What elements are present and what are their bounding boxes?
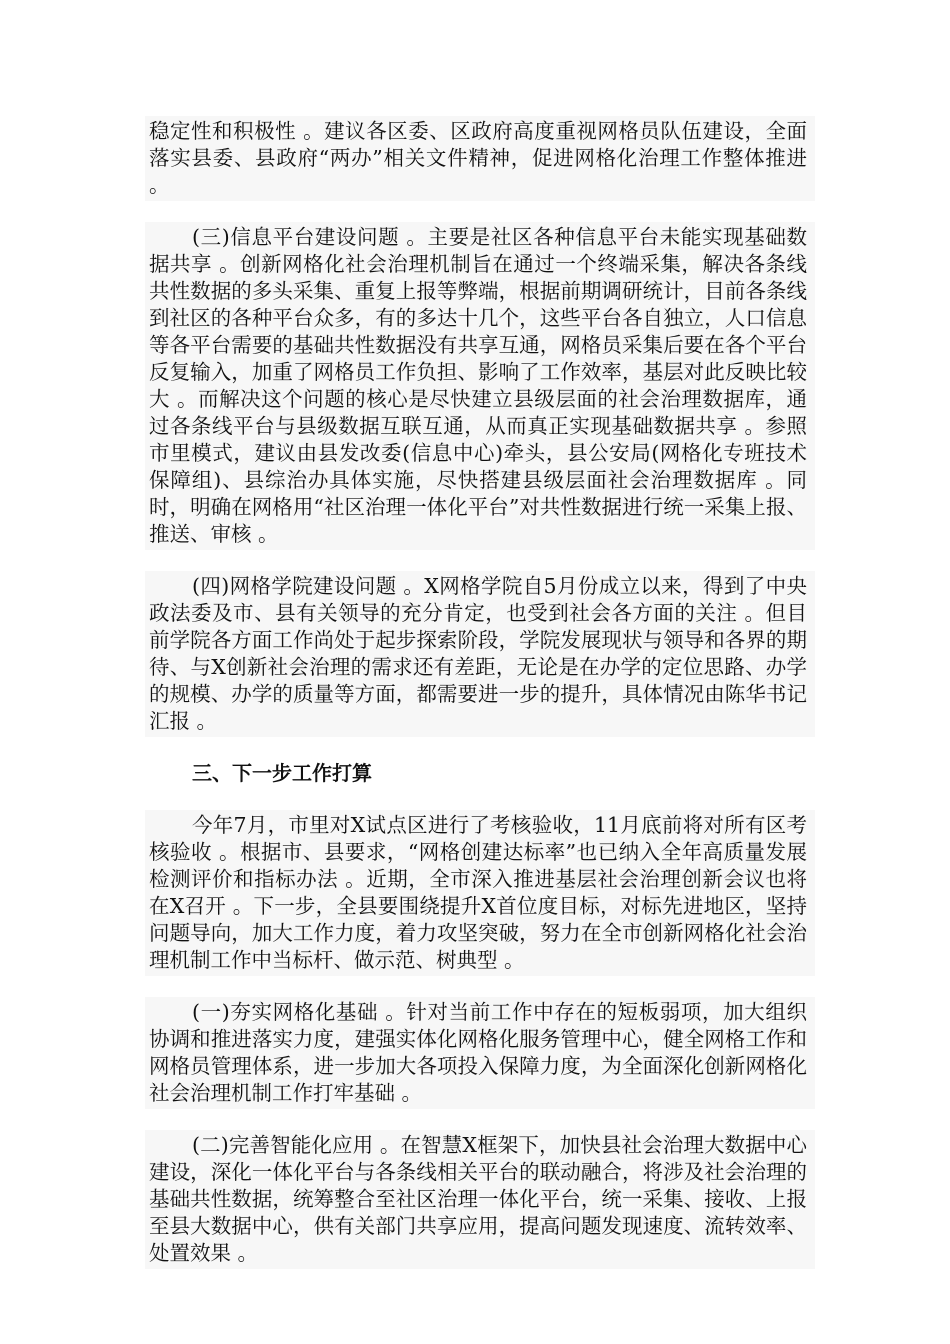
paragraph-next-steps: 今年7月，市里对X试点区进行了考核验收，11月底前将对所有区考核验收 。根据市、县要求，“网格创建达标率”也已纳入全年高质量发展检测评价和指标办法 。近期，全市深入推进基层社会治理创新会议也将在X召开 。下一步，全县要围绕提升X首位度目标，对标先进地区，坚持问题导向，加大工作力度，着力攻坚突破，努力在全市创新网格化社会治理机制工作中当标杆、做示范、树典型 。 bbox=[145, 810, 815, 976]
paragraph-foundation: (一)夯实网格化基础 。针对当前工作中存在的短板弱项，加大组织协调和推进落实力度，建强实体化网格化服务管理中心，健全网格工作和网格员管理体系，进一步加大各项投入保障力度，为全面深化创新网格化社会治理机制工作打牢基础 。 bbox=[145, 997, 815, 1109]
section-heading: 三、下一步工作打算 bbox=[192, 761, 372, 785]
paragraph-grid-academy: (四)网格学院建设问题 。X网格学院自5月份成立以来，得到了中央政法委及市、县有关领导的充分肯定，也受到社会各方面的关注 。但目前学院各方面工作尚处于起步探索阶段，学院发展现状与领导和各界的期待、与X创新社会治理的需求还有差距，无论是在办学的定位思路、办学的规模、办学的质量等方面，都需要进一步的提升，具体情况由陈华书记汇报 。 bbox=[145, 571, 815, 737]
paragraph-continued: 稳定性和积极性 。建议各区委、区政府高度重视网格员队伍建设，全面落实县委、县政府“两办”相关文件精神，促进网格化治理工作整体推进 。 bbox=[145, 116, 815, 201]
paragraph-smart-application: (二)完善智能化应用 。在智慧X框架下，加快县社会治理大数据中心建设，深化一体化平台与各条线相关平台的联动融合，将涉及社会治理的基础共性数据，统筹整合至社区治理一体化平台，统一采集、接收、上报至县大数据中心，供有关部门共享应用，提高问题发现速度、流转效率、处置效果 。 bbox=[145, 1130, 815, 1269]
document-body bbox=[145, 116, 815, 1290]
paragraph-info-platform: (三)信息平台建设问题 。主要是社区各种信息平台未能实现基础数据共享 。创新网格化社会治理机制旨在通过一个终端采集，解决各条线共性数据的多头采集、重复上报等弊端，根据前期调研统计，目前各条线到社区的各种平台众多，有的多达十几个，这些平台各自独立，人口信息等各平台需要的基础共性数据没有共享互通，网格员采集后要在各个平台反复输入，加重了网格员工作负担、影响了工作效率，基层对此反映比较大 。而解决这个问题的核心是尽快建立县级层面的社会治理数据库，通过各条线平台与县级数据互联互通，从而真正实现基础数据共享 。参照市里模式，建议由县发改委(信息中心)牵头，县公安局(网格化专班技术保障组)、县综治办具体实施，尽快搭建县级层面社会治理数据库 。同时，明确在网格用“社区治理一体化平台”对共性数据进行统一采集上报、推送、审核 。 bbox=[145, 222, 815, 550]
